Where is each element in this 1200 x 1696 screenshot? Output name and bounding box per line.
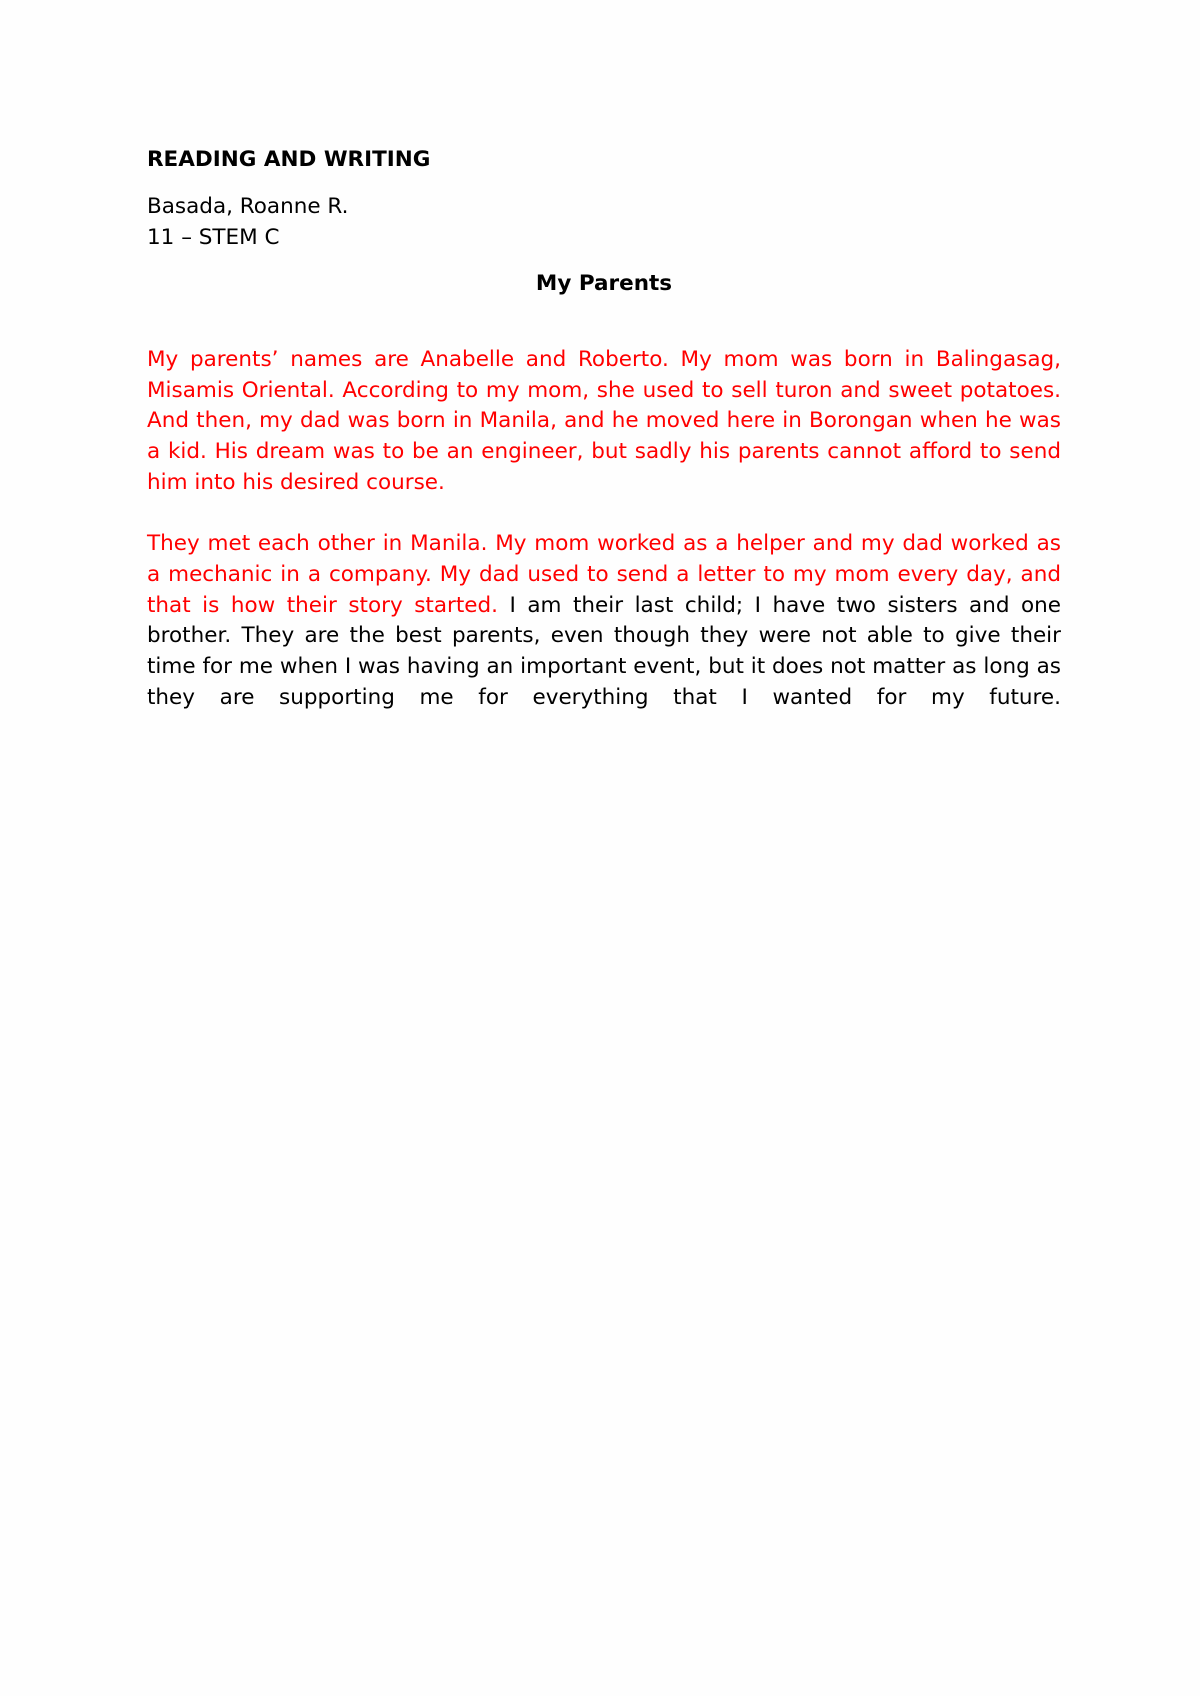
paragraph-2-normal: I am their last child; I have two sisters and one brother. They are the best parents, even though they were not able to give their time for me when I was having an important event, but it does not matter as long as they are supporting me for everything that I wanted for my future. [147, 592, 1061, 710]
essay-title: My Parents [535, 271, 673, 296]
student-section: 11 – STEM C [147, 225, 280, 250]
paragraph-1: My parents’ names are Anabelle and Roberto. My mom was born in Balingasag, Misamis Oriental. According to my mom, she used to sell turon and sweet potatoes. And then, my dad was born in Manila, and he moved here in Borongan when he was a kid. His dream was to be an engineer, but sadly his parents cannot afford to send him into his desired course. [147, 347, 1061, 495]
student-name: Basada, Roanne R. [147, 194, 349, 219]
paragraph-2-highlighted: They met each other in Manila. My mom worked as a helper and my dad worked as a mechanic in a company. My dad used to send a letter to my mom every day, and that is how their story started. [147, 531, 1061, 618]
subject-heading: READING AND WRITING [147, 147, 431, 172]
paragraph-2 [147, 529, 1061, 713]
student-info [147, 191, 1061, 253]
document-page [147, 145, 1061, 713]
